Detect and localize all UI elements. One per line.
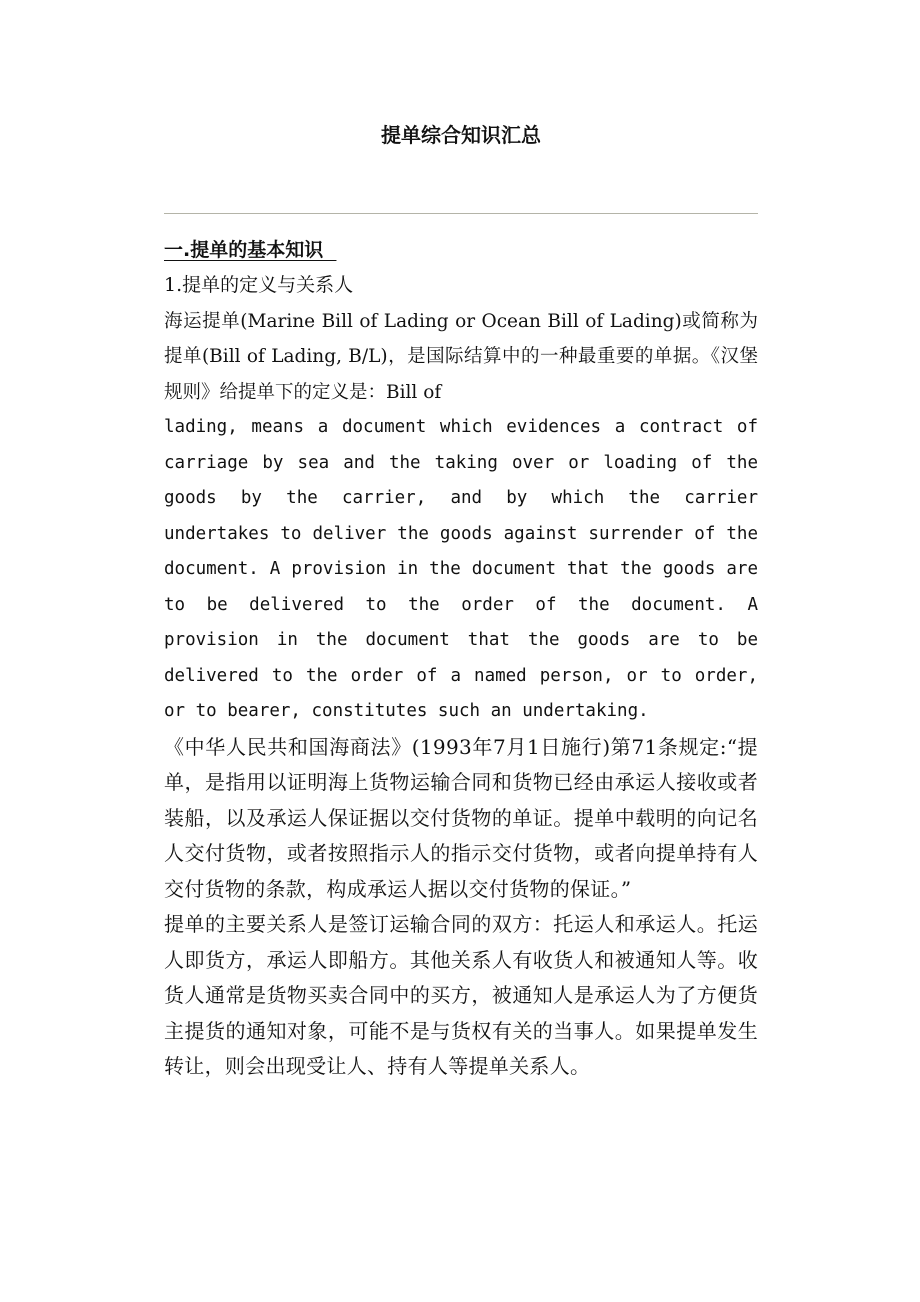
paragraph-definition-en: lading, means a document which evidences a contract of carriage by sea and the taking over or loading of the goods by the carrier, and by which the carrier undertakes to deliver the goods against surrender of the document. A provision in the document that the goods are to be delivered to the order of the document. A provision in the document that the goods are to be delivered to the order of a named person, or to order, or to bearer, constitutes such an undertaking. bbox=[164, 417, 758, 721]
section-heading: 一.提单的基本知识 bbox=[164, 239, 337, 261]
paragraph-parties: 提单的主要关系人是签订运输合同的双方：托运人和承运人。托运人即货方，承运人即船方。其他关系人有收货人和被通知人等。收货人通常是货物买卖合同中的买方，被通知人是承运人为了方便货主提货的通知对象，可能不是与货权有关的当事人。如果提单发生转让，则会出现受让人、持有人等提单关系人。 bbox=[164, 912, 758, 1078]
title-divider bbox=[164, 213, 758, 214]
document-body bbox=[164, 233, 758, 1085]
paragraph-definition-cn: 海运提单(Marine Bill of Lading or Ocean Bill of Lading)或简称为提单(Bill of Lading, B/L)，是国际结算中的一种最重要的单据。《汉堡规则》给提单下的定义是：Bill of bbox=[164, 310, 758, 403]
subheading: 1.提单的定义与关系人 bbox=[164, 274, 354, 296]
document-title: 提单综合知识汇总 bbox=[381, 123, 541, 147]
paragraph-maritime-law: 《中华人民共和国海商法》(1993年7月1日施行)第71条规定:“提单，是指用以证明海上货物运输合同和货物已经由承运人接收或者装船，以及承运人保证据以交付货物的单证。提单中载明的向记名人交付货物，或者按照指示人的指示交付货物，或者向提单持有人交付货物的条款，构成承运人据以交付货物的保证。” bbox=[164, 734, 758, 901]
